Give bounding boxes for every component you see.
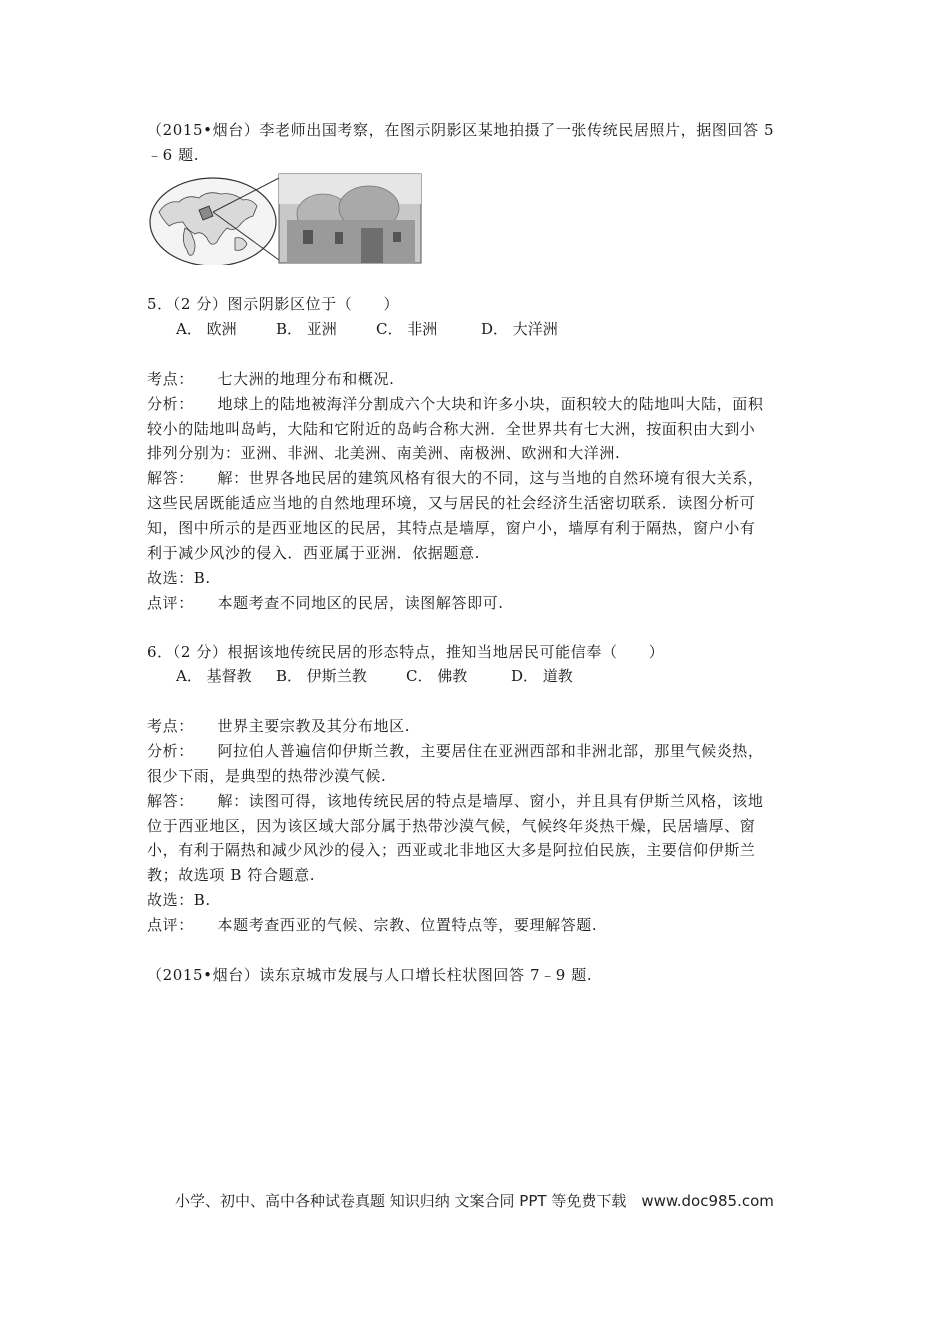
q5-fenxi-line-3: 排列分别为：亚洲、非洲、北美洲、南美洲、南极洲、欧洲和大洋洲. <box>147 444 621 462</box>
q5-option-b: B． 亚洲 <box>276 320 337 338</box>
dwelling-photo <box>279 174 421 263</box>
q5-answer: 故选：B. <box>147 569 211 587</box>
footer-text: 小学、初中、高中各种试卷真题 知识归纳 文案合同 PPT 等免费下载 www.doc985.com <box>175 1192 774 1210</box>
q5-stem: 5．（2 分）图示阴影区位于（ ） <box>147 295 400 313</box>
q5-jieda-line-1: 解答： 解：世界各地民居的建筑风格有很大的不同，这与当地的自然环境有很大关系， <box>147 469 764 487</box>
q6-jieda-line-4: 教；故选项 B 符合题意. <box>147 866 316 884</box>
q6-jieda-line-3: 小，有利于隔热和减少风沙的侵入；西亚或北非地区大多是阿拉伯民族，主要信仰伊斯兰 <box>147 841 756 859</box>
q6-dianping: 点评： 本题考查西亚的气候、宗教、位置特点等，要理解答题. <box>147 916 598 934</box>
q5-dianping: 点评： 本题考查不同地区的民居，读图解答即可. <box>147 594 504 612</box>
q6-option-c: C． 佛教 <box>406 667 468 685</box>
q6-fenxi-line-1: 分析： 阿拉伯人普遍信仰伊斯兰教，主要居住在亚洲西部和非洲北部，那里气候炎热， <box>147 742 764 760</box>
q6-jieda-line-1: 解答： 解：读图可得，该地传统民居的特点是墙厚、窗小，并且具有伊斯兰风格，该地 <box>147 792 764 810</box>
q5-kaodian: 考点： 七大洲的地理分布和概况. <box>147 370 395 388</box>
q6-stem: 6．（2 分）根据该地传统民居的形态特点，推知当地居民可能信奉（ ） <box>147 643 665 661</box>
q6-kaodian: 考点： 世界主要宗教及其分布地区. <box>147 717 411 735</box>
q5-options <box>176 319 558 339</box>
map-and-photo-figure <box>147 172 423 265</box>
q6-option-d: D． 道教 <box>511 667 573 685</box>
q6-fenxi-line-2: 很少下雨，是典型的热带沙漠气候. <box>147 767 387 785</box>
intro-line-1: （2015•烟台）李老师出国考察，在图示阴影区某地拍摄了一张传统民居照片，据图回答 5 <box>147 121 775 139</box>
q6-option-b: B． 伊斯兰教 <box>276 667 367 685</box>
q6-option-a: A． 基督教 <box>176 667 252 685</box>
q5-fenxi-line-1: 分析： 地球上的陆地被海洋分割成六个大块和许多小块，面积较大的陆地叫大陆，面积 <box>147 395 764 413</box>
q6-jieda-line-2: 位于西亚地区，因为该区域大部分属于热带沙漠气候，气候终年炎热干燥，民居墙厚、窗 <box>147 817 756 835</box>
intro-line-2: ﹣6 题. <box>147 146 200 164</box>
q5-option-d: D． 大洋洲 <box>481 320 558 338</box>
q6-options <box>176 666 573 686</box>
q6-answer: 故选：B. <box>147 891 211 909</box>
q5-option-a: A． 欧洲 <box>176 320 237 338</box>
intro-q7-9: （2015•烟台）读东京城市发展与人口增长柱状图回答 7﹣9 题. <box>147 966 593 984</box>
q5-jieda-line-4: 利于减少风沙的侵入．西亚属于亚洲．依据题意. <box>147 544 480 562</box>
globe-map <box>150 178 279 265</box>
q5-fenxi-line-2: 较小的陆地叫岛屿，大陆和它附近的岛屿合称大洲．全世界共有七大洲，按面积由大到小 <box>147 420 756 438</box>
q5-jieda-line-2: 这些民居既能适应当地的自然地理环境，又与居民的社会经济生活密切联系．读图分析可 <box>147 494 756 512</box>
q5-jieda-line-3: 知，图中所示的是西亚地区的民居，其特点是墙厚，窗户小，墙厚有利于隔热，窗户小有 <box>147 519 756 537</box>
q5-option-c: C． 非洲 <box>376 320 438 338</box>
figure-svg <box>147 172 423 265</box>
